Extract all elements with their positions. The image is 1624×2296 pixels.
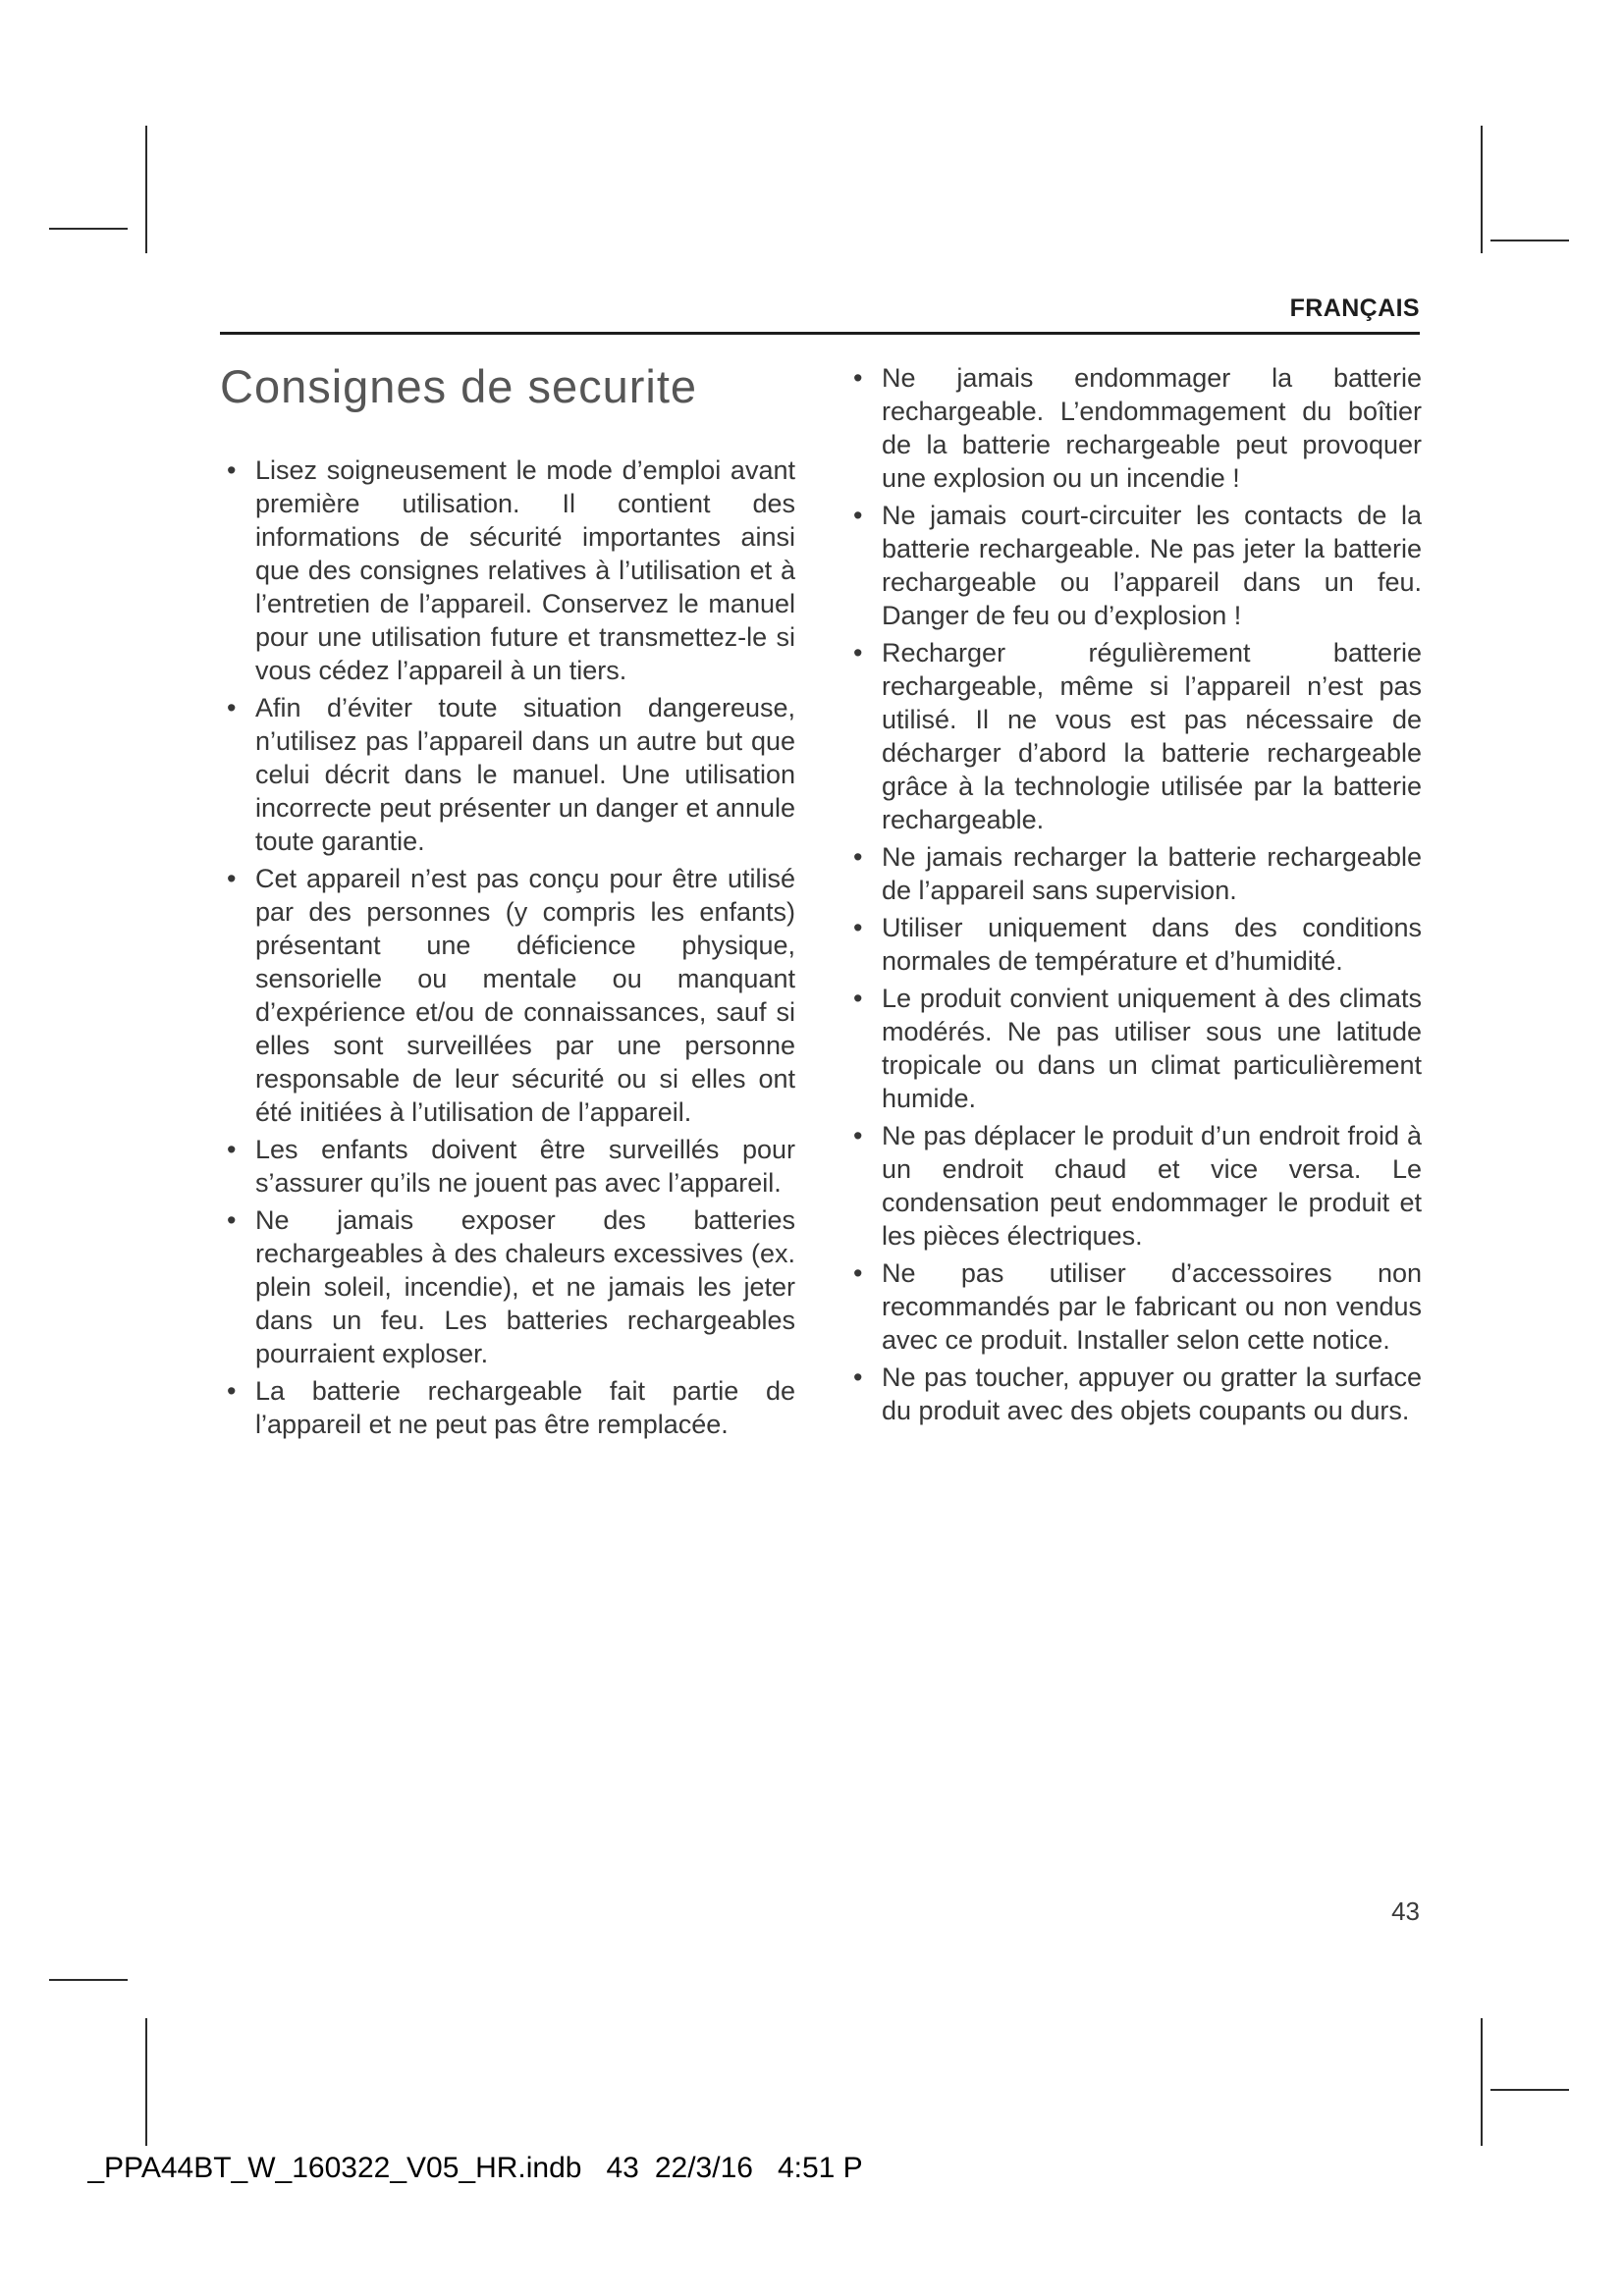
crop-mark-top-right-horizontal — [1490, 240, 1569, 241]
list-item: • Ne jamais recharger la batterie rechargeable de l’appareil sans supervision. — [846, 840, 1422, 907]
list-item: • Lisez soigneusement le mode d’emploi avant première utilisation. Il contient des informations de sécurité importantes ainsi que des consignes relatives à l’utilisation et à l’entretien de l’appareil. Conservez le manuel pour une utilisation future et transmettez-le si vous cédez l’appareil à un tiers. — [220, 454, 795, 687]
list-item: • Cet appareil n’est pas conçu pour être utilisé par des personnes (y compris les enfants) présentant une déficience physique, sensorielle ou mentale ou manquant d’expérience et/ou de connaissances, sauf si elles sont surveillées par une personne responsable de leur sécurité ou si elles ont été initiées à l’utilisation de l’appareil. — [220, 862, 795, 1129]
page-header — [220, 294, 1420, 335]
crop-mark-bottom-right-horizontal — [1490, 2089, 1569, 2091]
crop-mark-top-right-vertical — [1481, 126, 1483, 253]
list-item: • Ne jamais endommager la batterie rechargeable. L’endommagement du boîtier de la batterie rechargeable peut provoquer une explosion ou un incendie ! — [846, 361, 1422, 495]
list-item: • Afin d’éviter toute situation dangereuse, n’utilisez pas l’appareil dans un autre but que celui décrit dans le manuel. Une utilisation incorrecte peut présenter un danger et annule toute garantie. — [220, 691, 795, 858]
list-item: • Recharger régulièrement batterie rechargeable, même si l’appareil n’est pas utilisé. Il ne vous est pas nécessaire de décharger d’abord la batterie rechargeable grâce à la technologie utilisée par la batterie rechargeable. — [846, 636, 1422, 836]
right-column — [846, 361, 1422, 1431]
crop-mark-bottom-right-vertical — [1481, 2018, 1483, 2146]
list-item: • Les enfants doivent être surveillés pour s’assurer qu’ils ne jouent pas avec l’appareil. — [220, 1133, 795, 1200]
header-rule — [220, 332, 1420, 335]
print-footer — [55, 2118, 863, 2218]
list-item: • Ne jamais court-circuiter les contacts de la batterie rechargeable. Ne pas jeter la batterie rechargeable ou l’appareil dans un feu. Danger de feu ou d’explosion ! — [846, 499, 1422, 632]
list-item: • Ne pas déplacer le produit d’un endroit froid à un endroit chaud et vice versa. Le condensation peut endommager le produit et les pièces électriques. — [846, 1119, 1422, 1253]
language-label: FRANÇAIS — [1289, 294, 1420, 322]
crop-mark-top-left-horizontal — [49, 228, 128, 230]
list-item: • Ne pas toucher, appuyer ou gratter la surface du produit avec des objets coupants ou durs. — [846, 1361, 1422, 1427]
print-footer-datetime: 22/3/16 4:51 P — [654, 2152, 863, 2184]
print-footer-filename: _PPA44BT_W_160322_V05_HR.indb 43 — [87, 2152, 639, 2184]
crop-mark-bottom-left-horizontal — [49, 1979, 128, 1981]
list-item: • La batterie rechargeable fait partie de l’appareil et ne peut pas être remplacée. — [220, 1374, 795, 1441]
crop-mark-top-left-vertical — [145, 126, 147, 253]
list-item: • Ne jamais exposer des batteries rechargeables à des chaleurs excessives (ex. plein soleil, incendie), et ne jamais les jeter dans un feu. Les batteries rechargeables pourraient exploser. — [220, 1203, 795, 1370]
list-item: • Le produit convient uniquement à des climats modérés. Ne pas utiliser sous une latitude tropicale ou dans un climat particulièrement humide. — [846, 982, 1422, 1115]
left-column — [220, 454, 795, 1445]
list-item: • Ne pas utiliser d’accessoires non recommandés par le fabricant ou non vendus avec ce produit. Installer selon cette notice. — [846, 1256, 1422, 1357]
page-title: Consignes de securite — [220, 360, 698, 412]
list-item: • Utiliser uniquement dans des conditions normales de température et d’humidité. — [846, 911, 1422, 978]
page-number: 43 — [1391, 1896, 1420, 1926]
